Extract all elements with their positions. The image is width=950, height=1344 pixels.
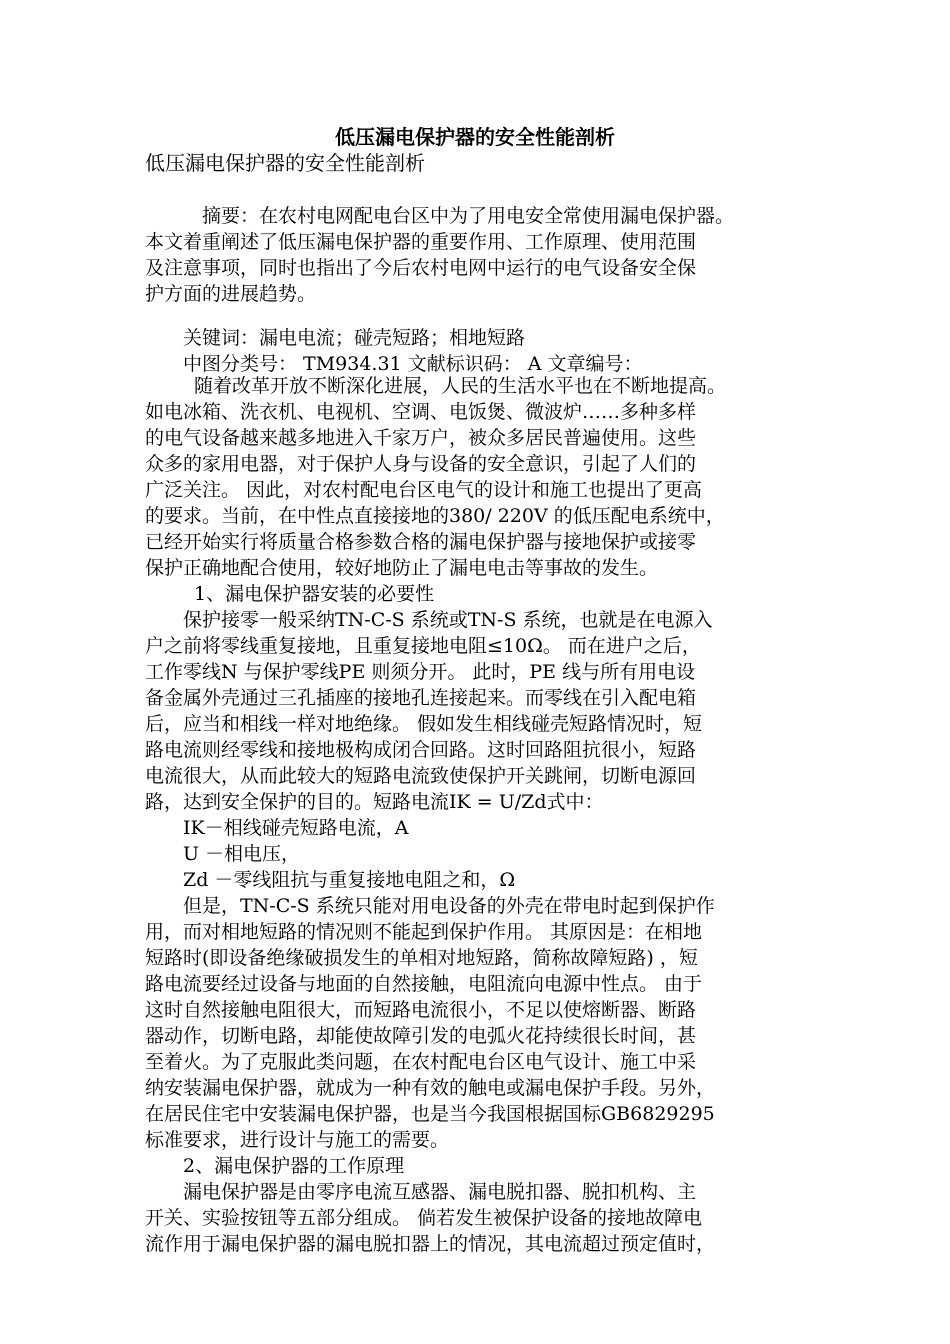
paragraph-line: 纳安装漏电保护器，就成为一种有效的触电或漏电保护手段。另外， bbox=[145, 1077, 716, 1099]
abstract-line: 本文着重阐述了低压漏电保护器的重要作用、工作原理、使用范围 bbox=[145, 231, 697, 253]
paragraph-line: 的要求。当前，在中性点直接接地的380/ 220V 的低压配电系统中， bbox=[145, 505, 725, 527]
classification-line: 中图分类号： TM934.31 文献标识码： A 文章编号： bbox=[183, 353, 643, 375]
abstract-line: 护方面的进展趋势。 bbox=[145, 283, 317, 305]
abstract-line: 摘要：在农村电网配电台区中为了用电安全常使用漏电保护器。 bbox=[202, 205, 735, 227]
paragraph-line: 这时自然接触电阻很大，而短路电流很小，不足以使熔断器、断路 bbox=[145, 999, 697, 1021]
document-subtitle: 低压漏电保护器的安全性能剖析 bbox=[145, 151, 425, 175]
paragraph-line: 的电气设备越来越多地进入千家万户，被众多居民普遍使用。这些 bbox=[145, 427, 697, 449]
paragraph-line: 用，而对相地短路的情况则不能起到保护作用。 其原因是：在相地 bbox=[145, 921, 703, 943]
paragraph-line: 至着火。为了克服此类问题，在农村配电台区电气设计、施工中采 bbox=[145, 1051, 697, 1073]
paragraph-line: 电流很大，从而此较大的短路电流致使保护开关跳闸，切断电源回 bbox=[145, 765, 697, 787]
paragraph-line: 但是，TN-C-S 系统只能对用电设备的外壳在带电时起到保护作 bbox=[183, 895, 715, 917]
paragraph-line: 已经开始实行将质量合格参数合格的漏电保护器与接地保护或接零 bbox=[145, 531, 697, 553]
paragraph-line: 流作用于漏电保护器的漏电脱扣器上的情况，其电流超过预定值时， bbox=[145, 1233, 716, 1255]
paragraph-line: 众多的家用电器，对于保护人身与设备的安全意识，引起了人们的 bbox=[145, 453, 697, 475]
paragraph-line: Zd －零线阻抗与重复接地电阻之和，Ω bbox=[183, 869, 516, 891]
paragraph-line: 如电冰箱、洗衣机、电视机、空调、电饭煲、微波炉……多种多样 bbox=[145, 401, 697, 423]
paragraph-line: 路电流要经过设备与地面的自然接触，电阻流向电源中性点。 由于 bbox=[145, 973, 703, 995]
paragraph-line: 短路时(即设备绝缘破损发生的单相对地短路，简称故障短路) ，短 bbox=[145, 947, 698, 969]
main-body bbox=[145, 373, 813, 1257]
paragraph-line: 工作零线N 与保护零线PE 则须分开。 此时，PE 线与所有用电设 bbox=[145, 661, 696, 683]
paragraph-line: 随着改革开放不断深化进展，人民的生活水平也在不断地提高。 bbox=[194, 375, 727, 397]
paragraph-line: 在居民住宅中安装漏电保护器，也是当今我国根据国标GB6829295 bbox=[145, 1103, 715, 1125]
keywords bbox=[145, 325, 813, 377]
paragraph-line: 标准要求，进行设计与施工的需要。 bbox=[145, 1129, 450, 1151]
paragraph-line: 备金属外壳通过三孔插座的接地孔连接起来。而零线在引入配电箱 bbox=[145, 687, 697, 709]
paragraph-line: IK－相线碰壳短路电流，A bbox=[183, 817, 409, 839]
paragraph-line: 器动作，切断电路，却能使故障引发的电弧火花持续很长时间，甚 bbox=[145, 1025, 697, 1047]
paragraph-line: 广泛关注。 因此，对农村配电台区电气的设计和施工也提出了更高 bbox=[145, 479, 703, 501]
paragraph-line: 开关、实验按钮等五部分组成。 倘若发生被保护设备的接地故障电 bbox=[145, 1207, 703, 1229]
paragraph-line: 户之前将零线重复接地，且重复接地电阻≤10Ω。 而在进户之后， bbox=[145, 635, 701, 657]
paragraph-line: 1、漏电保护器安装的必要性 bbox=[194, 583, 435, 605]
paragraph-line: 路，达到安全保护的目的。短路电流IK = U/Zd式中： bbox=[145, 791, 604, 813]
document-title: 低压漏电保护器的安全性能剖析 bbox=[335, 125, 615, 149]
keywords-line: 关键词：漏电电流；碰壳短路；相地短路 bbox=[183, 327, 526, 349]
paragraph-line: 2、漏电保护器的工作原理 bbox=[183, 1155, 405, 1177]
abstract-line: 及注意事项，同时也指出了今后农村电网中运行的电气设备安全保 bbox=[145, 257, 697, 279]
paragraph-line: U －相电压， bbox=[183, 843, 301, 865]
paragraph-line: 漏电保护器是由零序电流互感器、漏电脱扣器、脱扣机构、主 bbox=[183, 1181, 697, 1203]
paragraph-line: 保护接零一般采纳TN-C-S 系统或TN-S 系统，也就是在电源入 bbox=[183, 609, 713, 631]
paragraph-line: 保护正确地配合使用，较好地防止了漏电电击等事故的发生。 bbox=[145, 557, 659, 579]
paragraph-line: 路电流则经零线和接地极构成闭合回路。这时回路阻抗很小，短路 bbox=[145, 739, 697, 761]
abstract bbox=[145, 203, 813, 307]
paragraph-line: 后，应当和相线一样对地绝缘。 假如发生相线碰壳短路情况时，短 bbox=[145, 713, 703, 735]
